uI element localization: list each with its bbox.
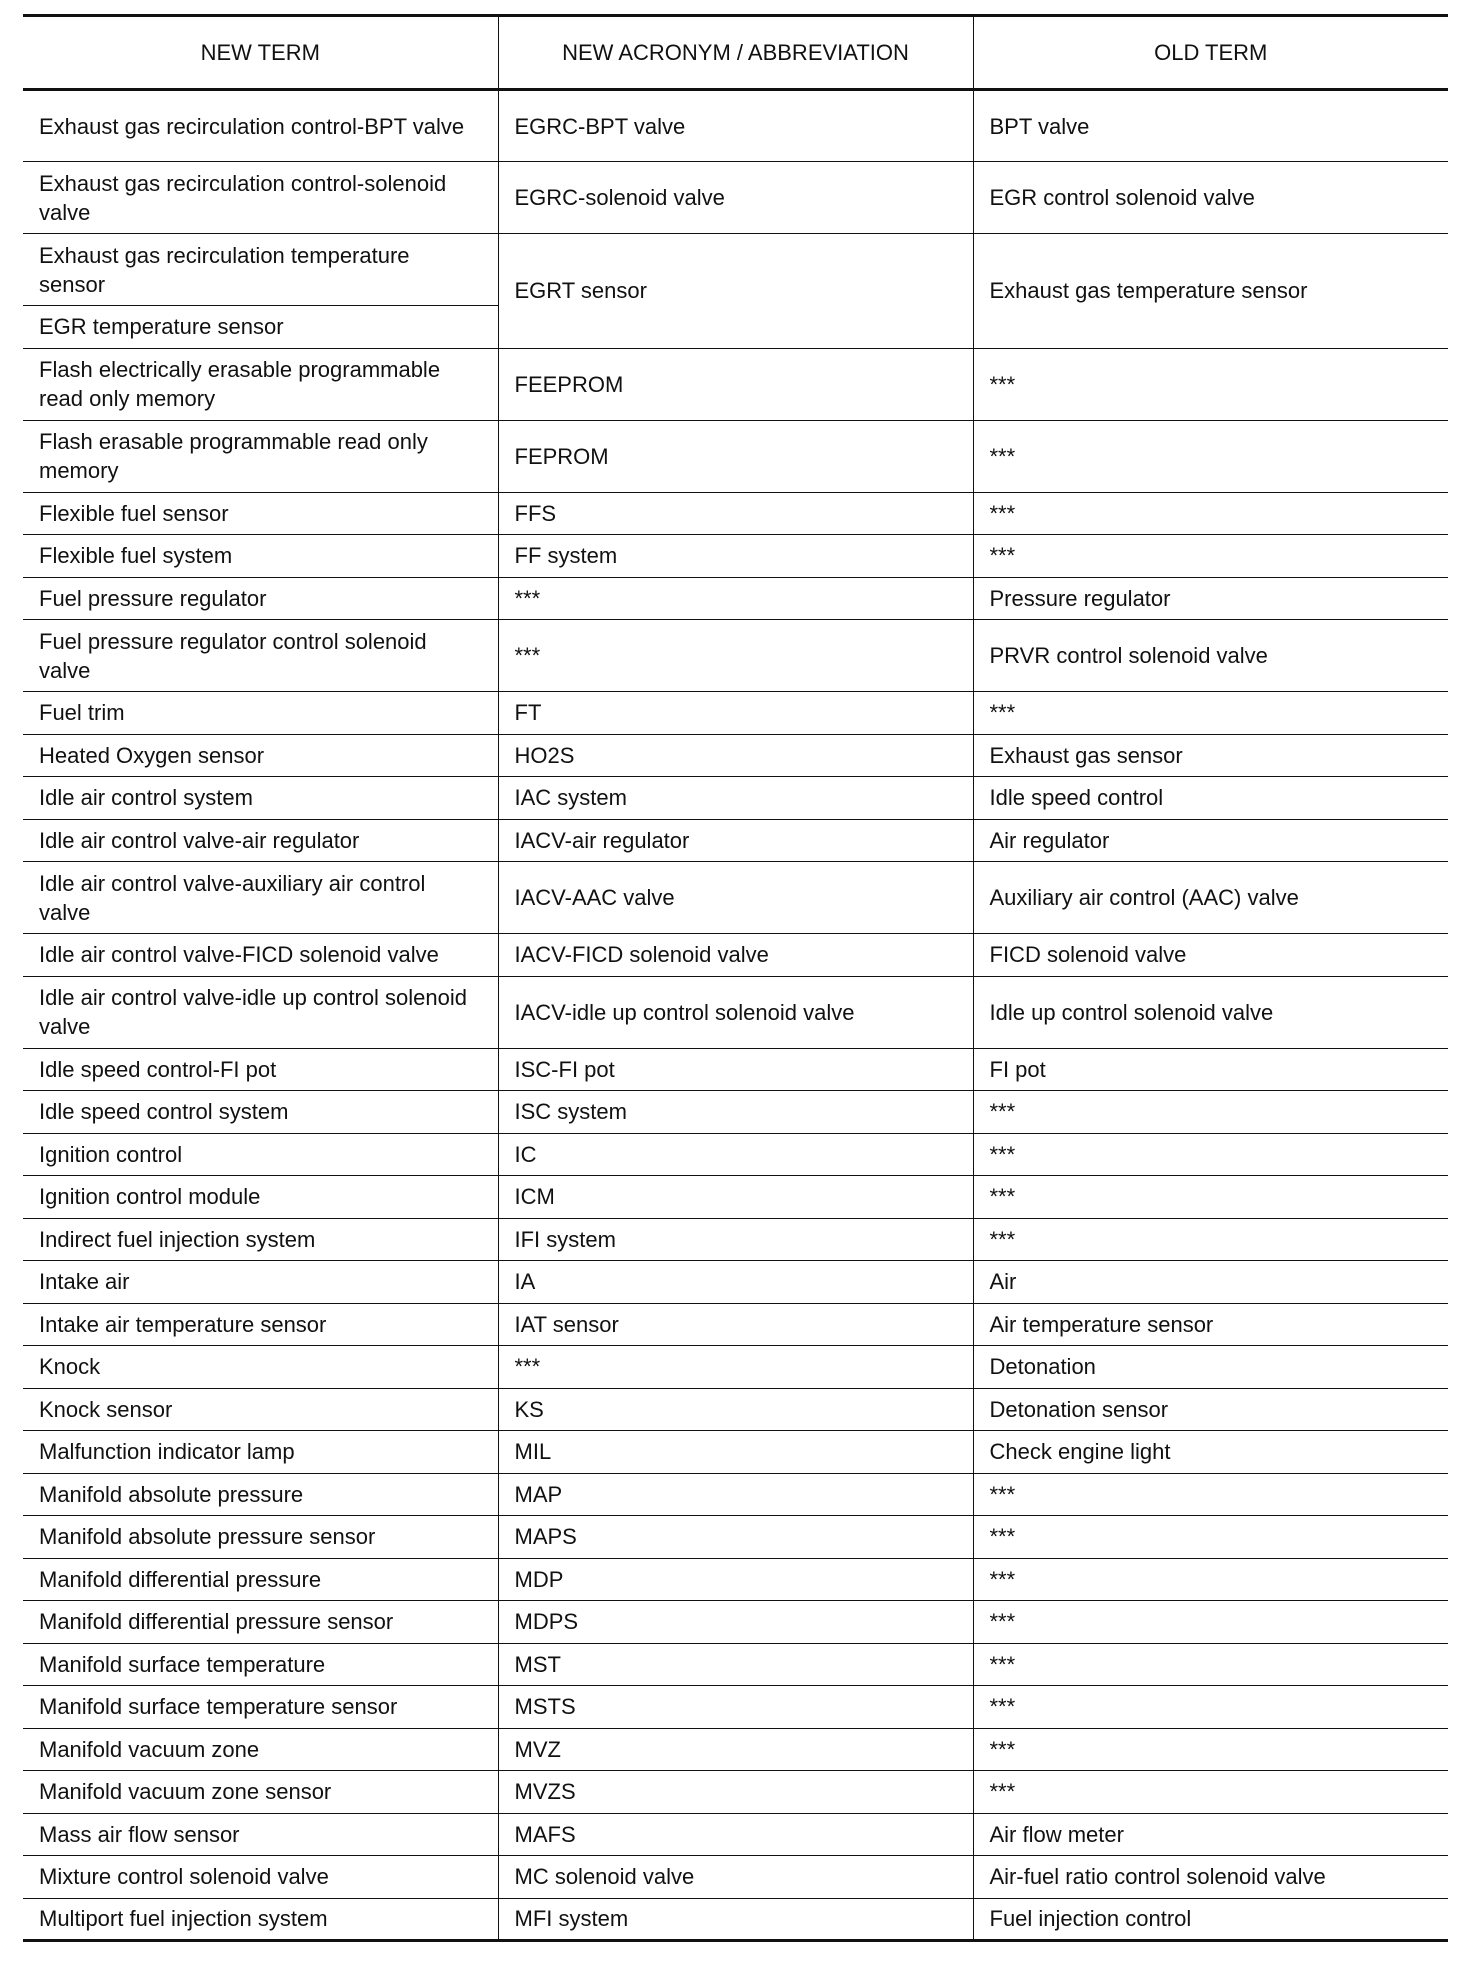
old-term-cell: PRVR control solenoid valve bbox=[973, 620, 1448, 692]
acronym-cell: IACV-FICD solenoid valve bbox=[498, 934, 973, 977]
new-term-cell: Idle air control valve-FICD solenoid valve bbox=[23, 934, 498, 977]
old-term-cell: Detonation sensor bbox=[973, 1388, 1448, 1431]
acronym-cell: MST bbox=[498, 1643, 973, 1686]
acronym-cell: FEPROM bbox=[498, 420, 973, 492]
new-term-cell: Flexible fuel system bbox=[23, 535, 498, 578]
table-row bbox=[23, 1686, 1448, 1729]
old-term-cell: FI pot bbox=[973, 1048, 1448, 1091]
old-term-cell: *** bbox=[973, 535, 1448, 578]
new-term-cell: Idle speed control-FI pot bbox=[23, 1048, 498, 1091]
acronym-cell: IFI system bbox=[498, 1218, 973, 1261]
acronym-cell: ISC-FI pot bbox=[498, 1048, 973, 1091]
acronym-cell: EGRC-BPT valve bbox=[498, 90, 973, 162]
new-term-cell: EGR temperature sensor bbox=[23, 306, 498, 349]
acronym-cell: IAT sensor bbox=[498, 1303, 973, 1346]
acronym-cell: IACV-AAC valve bbox=[498, 862, 973, 934]
old-term-cell: *** bbox=[973, 1218, 1448, 1261]
terms-table bbox=[23, 14, 1448, 1942]
new-term-cell: Idle air control valve-idle up control solenoid valve bbox=[23, 976, 498, 1048]
old-term-cell: *** bbox=[973, 1601, 1448, 1644]
header-old-term: OLD TERM bbox=[973, 16, 1448, 90]
old-term-cell: *** bbox=[973, 692, 1448, 735]
new-term-cell: Ignition control module bbox=[23, 1176, 498, 1219]
table-row bbox=[23, 1048, 1448, 1091]
old-term-cell: *** bbox=[973, 1643, 1448, 1686]
table-row bbox=[23, 535, 1448, 578]
old-term-cell: *** bbox=[973, 1473, 1448, 1516]
new-term-cell: Intake air bbox=[23, 1261, 498, 1304]
new-term-cell: Malfunction indicator lamp bbox=[23, 1431, 498, 1474]
table-row bbox=[23, 1261, 1448, 1304]
acronym-cell: IAC system bbox=[498, 777, 973, 820]
new-term-cell: Manifold absolute pressure sensor bbox=[23, 1516, 498, 1559]
table-row bbox=[23, 1728, 1448, 1771]
new-term-cell: Multiport fuel injection system bbox=[23, 1898, 498, 1941]
new-term-cell: Manifold differential pressure bbox=[23, 1558, 498, 1601]
new-term-cell: Idle air control valve-auxiliary air control valve bbox=[23, 862, 498, 934]
new-term-cell: Indirect fuel injection system bbox=[23, 1218, 498, 1261]
table-row bbox=[23, 1091, 1448, 1134]
table-row bbox=[23, 577, 1448, 620]
old-term-cell: Detonation bbox=[973, 1346, 1448, 1389]
table-row bbox=[23, 777, 1448, 820]
acronym-cell: MFI system bbox=[498, 1898, 973, 1941]
old-term-cell: Auxiliary air control (AAC) valve bbox=[973, 862, 1448, 934]
table-row bbox=[23, 420, 1448, 492]
new-term-cell: Mass air flow sensor bbox=[23, 1813, 498, 1856]
acronym-cell: MAP bbox=[498, 1473, 973, 1516]
table-row bbox=[23, 1898, 1448, 1941]
acronym-cell: *** bbox=[498, 1346, 973, 1389]
old-term-cell: Air temperature sensor bbox=[973, 1303, 1448, 1346]
new-term-cell: Flash erasable programmable read only memory bbox=[23, 420, 498, 492]
new-term-cell: Manifold vacuum zone sensor bbox=[23, 1771, 498, 1814]
old-term-cell: *** bbox=[973, 1728, 1448, 1771]
table-row bbox=[23, 620, 1448, 692]
acronym-cell: FEEPROM bbox=[498, 348, 973, 420]
old-term-cell: EGR control solenoid valve bbox=[973, 162, 1448, 234]
new-term-cell: Fuel trim bbox=[23, 692, 498, 735]
acronym-cell: MIL bbox=[498, 1431, 973, 1474]
table-row bbox=[23, 1176, 1448, 1219]
new-term-cell: Idle air control system bbox=[23, 777, 498, 820]
old-term-cell: Idle speed control bbox=[973, 777, 1448, 820]
old-term-cell: *** bbox=[973, 1771, 1448, 1814]
table-row bbox=[23, 819, 1448, 862]
old-term-cell: Air regulator bbox=[973, 819, 1448, 862]
table-row bbox=[23, 1473, 1448, 1516]
table-row bbox=[23, 1218, 1448, 1261]
table-row bbox=[23, 934, 1448, 977]
acronym-cell: MC solenoid valve bbox=[498, 1856, 973, 1899]
acronym-cell: KS bbox=[498, 1388, 973, 1431]
old-term-cell: Pressure regulator bbox=[973, 577, 1448, 620]
new-term-cell: Knock bbox=[23, 1346, 498, 1389]
acronym-cell: IACV-idle up control solenoid valve bbox=[498, 976, 973, 1048]
table-row bbox=[23, 1643, 1448, 1686]
acronym-cell: ISC system bbox=[498, 1091, 973, 1134]
new-term-cell: Idle speed control system bbox=[23, 1091, 498, 1134]
table-row bbox=[23, 90, 1448, 162]
acronym-cell: MSTS bbox=[498, 1686, 973, 1729]
table-row bbox=[23, 692, 1448, 735]
new-term-cell: Manifold surface temperature sensor bbox=[23, 1686, 498, 1729]
old-term-cell: *** bbox=[973, 1516, 1448, 1559]
old-term-cell: *** bbox=[973, 348, 1448, 420]
old-term-cell: Air bbox=[973, 1261, 1448, 1304]
old-term-cell: *** bbox=[973, 492, 1448, 535]
new-term-cell: Manifold surface temperature bbox=[23, 1643, 498, 1686]
acronym-cell: MVZ bbox=[498, 1728, 973, 1771]
acronym-cell: FF system bbox=[498, 535, 973, 578]
table-row bbox=[23, 734, 1448, 777]
old-term-cell: Exhaust gas temperature sensor bbox=[973, 234, 1448, 349]
new-term-cell: Flexible fuel sensor bbox=[23, 492, 498, 535]
acronym-cell: MVZS bbox=[498, 1771, 973, 1814]
new-term-cell: Manifold vacuum zone bbox=[23, 1728, 498, 1771]
acronym-cell: IC bbox=[498, 1133, 973, 1176]
acronym-cell: IACV-air regulator bbox=[498, 819, 973, 862]
table-header-row bbox=[23, 16, 1448, 90]
table-row bbox=[23, 234, 1448, 306]
table-row bbox=[23, 492, 1448, 535]
new-term-cell: Heated Oxygen sensor bbox=[23, 734, 498, 777]
table-row bbox=[23, 1303, 1448, 1346]
old-term-cell: *** bbox=[973, 1176, 1448, 1219]
acronym-cell: MAPS bbox=[498, 1516, 973, 1559]
old-term-cell: FICD solenoid valve bbox=[973, 934, 1448, 977]
old-term-cell: Idle up control solenoid valve bbox=[973, 976, 1448, 1048]
table-row bbox=[23, 1813, 1448, 1856]
table-row bbox=[23, 1601, 1448, 1644]
table-row bbox=[23, 348, 1448, 420]
table-row bbox=[23, 976, 1448, 1048]
new-term-cell: Fuel pressure regulator control solenoid valve bbox=[23, 620, 498, 692]
acronym-cell: MDPS bbox=[498, 1601, 973, 1644]
acronym-cell: MAFS bbox=[498, 1813, 973, 1856]
new-term-cell: Manifold absolute pressure bbox=[23, 1473, 498, 1516]
acronym-cell: ICM bbox=[498, 1176, 973, 1219]
new-term-cell: Ignition control bbox=[23, 1133, 498, 1176]
new-term-cell: Intake air temperature sensor bbox=[23, 1303, 498, 1346]
old-term-cell: Check engine light bbox=[973, 1431, 1448, 1474]
new-term-cell: Fuel pressure regulator bbox=[23, 577, 498, 620]
table-row bbox=[23, 162, 1448, 234]
old-term-cell: Exhaust gas sensor bbox=[973, 734, 1448, 777]
new-term-cell: Flash electrically erasable programmable read only memory bbox=[23, 348, 498, 420]
old-term-cell: BPT valve bbox=[973, 90, 1448, 162]
acronym-cell: HO2S bbox=[498, 734, 973, 777]
new-term-cell: Knock sensor bbox=[23, 1388, 498, 1431]
table-row bbox=[23, 1431, 1448, 1474]
acronym-cell: FT bbox=[498, 692, 973, 735]
table-row bbox=[23, 1856, 1448, 1899]
old-term-cell: Fuel injection control bbox=[973, 1898, 1448, 1941]
header-new-term: NEW TERM bbox=[23, 16, 498, 90]
new-term-cell: Idle air control valve-air regulator bbox=[23, 819, 498, 862]
new-term-cell: Exhaust gas recirculation control-BPT valve bbox=[23, 90, 498, 162]
acronym-cell: MDP bbox=[498, 1558, 973, 1601]
table-row bbox=[23, 862, 1448, 934]
new-term-cell: Exhaust gas recirculation control-solenoid valve bbox=[23, 162, 498, 234]
table-row bbox=[23, 1771, 1448, 1814]
acronym-cell: *** bbox=[498, 577, 973, 620]
table-row bbox=[23, 1516, 1448, 1559]
old-term-cell: *** bbox=[973, 1686, 1448, 1729]
old-term-cell: *** bbox=[973, 1558, 1448, 1601]
old-term-cell: Air-fuel ratio control solenoid valve bbox=[973, 1856, 1448, 1899]
table-row bbox=[23, 1558, 1448, 1601]
acronym-cell: FFS bbox=[498, 492, 973, 535]
acronym-cell: *** bbox=[498, 620, 973, 692]
table-row bbox=[23, 1388, 1448, 1431]
acronym-cell: EGRT sensor bbox=[498, 234, 973, 349]
old-term-cell: *** bbox=[973, 1133, 1448, 1176]
old-term-cell: Air flow meter bbox=[973, 1813, 1448, 1856]
old-term-cell: *** bbox=[973, 1091, 1448, 1134]
table-row bbox=[23, 1133, 1448, 1176]
header-new-acronym: NEW ACRONYM / ABBREVIATION bbox=[498, 16, 973, 90]
terms-table-container bbox=[23, 14, 1448, 1942]
table-row bbox=[23, 1346, 1448, 1389]
acronym-cell: EGRC-solenoid valve bbox=[498, 162, 973, 234]
old-term-cell: *** bbox=[973, 420, 1448, 492]
new-term-cell: Manifold differential pressure sensor bbox=[23, 1601, 498, 1644]
new-term-cell: Exhaust gas recirculation temperature sensor bbox=[23, 234, 498, 306]
acronym-cell: IA bbox=[498, 1261, 973, 1304]
new-term-cell: Mixture control solenoid valve bbox=[23, 1856, 498, 1899]
